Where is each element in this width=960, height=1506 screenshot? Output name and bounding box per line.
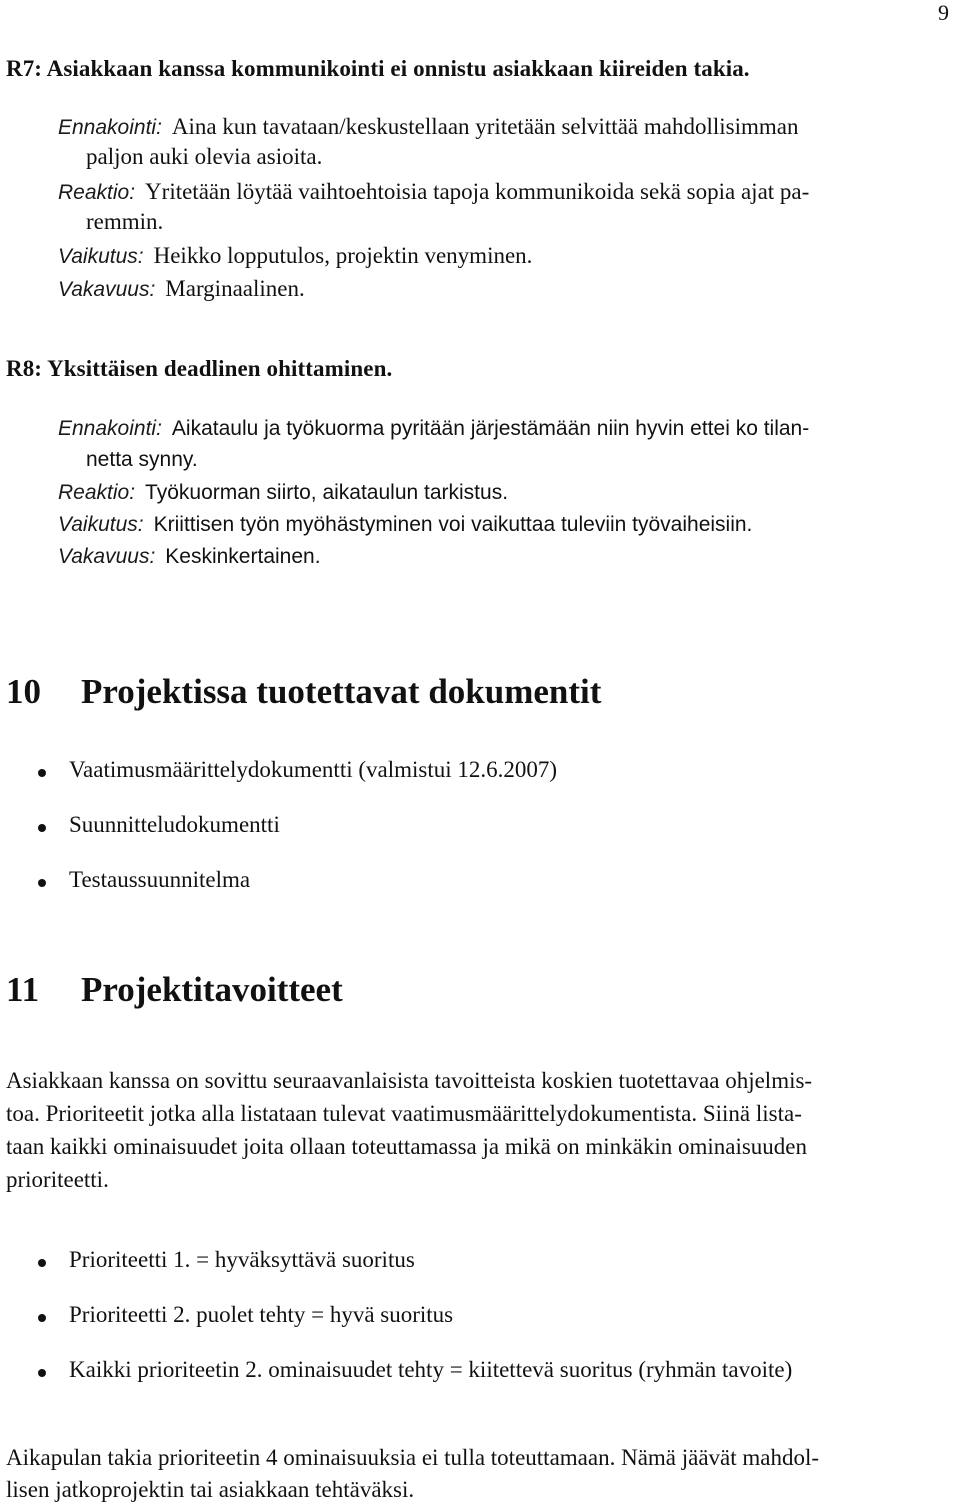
bullet-icon [38, 824, 46, 832]
bullet-icon [38, 1369, 46, 1377]
page-number: 9 [938, 0, 949, 25]
section-11-heading [6, 970, 343, 1010]
risk-r8-ennakointi-cont: netta synny. [86, 448, 198, 471]
closing-line: Aikapulan takia prioriteetin 4 ominaisuuksia ei tulla toteuttamaan. Nämä jäävät mahdol- [6, 1445, 820, 1470]
section-title: Projektitavoitteet [81, 970, 343, 1009]
risk-r7-vakavuus [58, 275, 305, 304]
reaktio-label: Reaktio: [58, 481, 136, 504]
risk-r7-ennakointi-cont: paljon auki olevia asioita. [86, 144, 323, 169]
vakavuus-label: Vakavuus: [58, 545, 156, 568]
vaikutus-label: Vaikutus: [58, 513, 144, 536]
list-item: Vaatimusmäärittelydokumentti (valmistui 12.6.2007) [38, 757, 557, 783]
vaikutus-text: Heikko lopputulos, projektin venyminen. [153, 243, 533, 268]
paragraph-line: prioriteetti. [6, 1167, 109, 1192]
risk-r7-reaktio [58, 178, 809, 207]
bullet-icon [38, 1314, 46, 1322]
reaktio-label: Reaktio: [58, 181, 136, 204]
paragraph-line: taan kaikki ominaisuudet joita ollaan toteuttamassa ja mikä on minkäkin ominaisuuden [6, 1134, 807, 1159]
risk-r7-vaikutus [58, 242, 532, 271]
list-item: Prioriteetti 1. = hyväksyttävä suoritus [38, 1247, 415, 1273]
vakavuus-text: Keskinkertainen. [165, 545, 321, 568]
closing-line: lisen jatkoprojektin tai asiakkaan tehtäväksi. [6, 1477, 415, 1502]
paragraph-line: toa. Prioriteetit jotka alla listataan tulevat vaatimusmäärittelydokumentista. Siinä lista- [6, 1101, 802, 1126]
list-item: Suunnitteludokumentti [38, 812, 280, 838]
ennakointi-text: Aina kun tavataan/keskustellaan yritetään selvittää mahdollisimman [171, 114, 799, 139]
section-title: Projektissa tuotettavat dokumentit [81, 672, 602, 711]
section-number: 11 [6, 970, 40, 1009]
list-item: Prioriteetti 2. puolet tehty = hyvä suoritus [38, 1302, 453, 1328]
risk-r7-reaktio-cont: remmin. [86, 209, 164, 234]
list-item: Kaikki prioriteetin 2. ominaisuudet tehty = kiitettevä suoritus (ryhmän tavoite) [38, 1357, 792, 1383]
bullet-icon [38, 769, 46, 777]
list-item: Testaussuunnitelma [38, 867, 250, 893]
risk-r8-vaikutus [58, 510, 752, 539]
section-10-heading [6, 672, 601, 712]
risk-r8-vakavuus [58, 542, 321, 571]
risk-r7-title: R7: Asiakkaan kanssa kommunikointi ei onnistu asiakkaan kiireiden takia. [6, 56, 750, 81]
risk-r8-reaktio [58, 478, 508, 507]
risk-r7-ennakointi [58, 113, 798, 142]
vaikutus-label: Vaikutus: [58, 245, 144, 268]
ennakointi-label: Ennakointi: [58, 116, 162, 139]
risk-r8-title: R8: Yksittäisen deadlinen ohittaminen. [6, 356, 393, 381]
vakavuus-text: Marginaalinen. [165, 276, 305, 301]
ennakointi-text: Aikataulu ja työkuorma pyritään järjestämään niin hyvin ettei ko tilan- [171, 417, 810, 440]
bullet-icon [38, 1259, 46, 1267]
reaktio-text: Yritetään löytää vaihtoehtoisia tapoja kommunikoida sekä sopia ajat pa- [145, 179, 810, 204]
ennakointi-label: Ennakointi: [58, 417, 162, 440]
vakavuus-label: Vakavuus: [58, 278, 156, 301]
section-number: 10 [6, 672, 41, 711]
paragraph-line: Asiakkaan kanssa on sovittu seuraavanlaisista tavoitteista koskien tuotettavaa ohjelmis- [6, 1068, 813, 1093]
risk-r8-ennakointi [58, 414, 809, 443]
reaktio-text: Työkuorman siirto, aikataulun tarkistus. [145, 481, 509, 504]
vaikutus-text: Kriittisen työn myöhästyminen voi vaikuttaa tuleviin työvaiheisiin. [153, 513, 753, 536]
bullet-icon [38, 879, 46, 887]
